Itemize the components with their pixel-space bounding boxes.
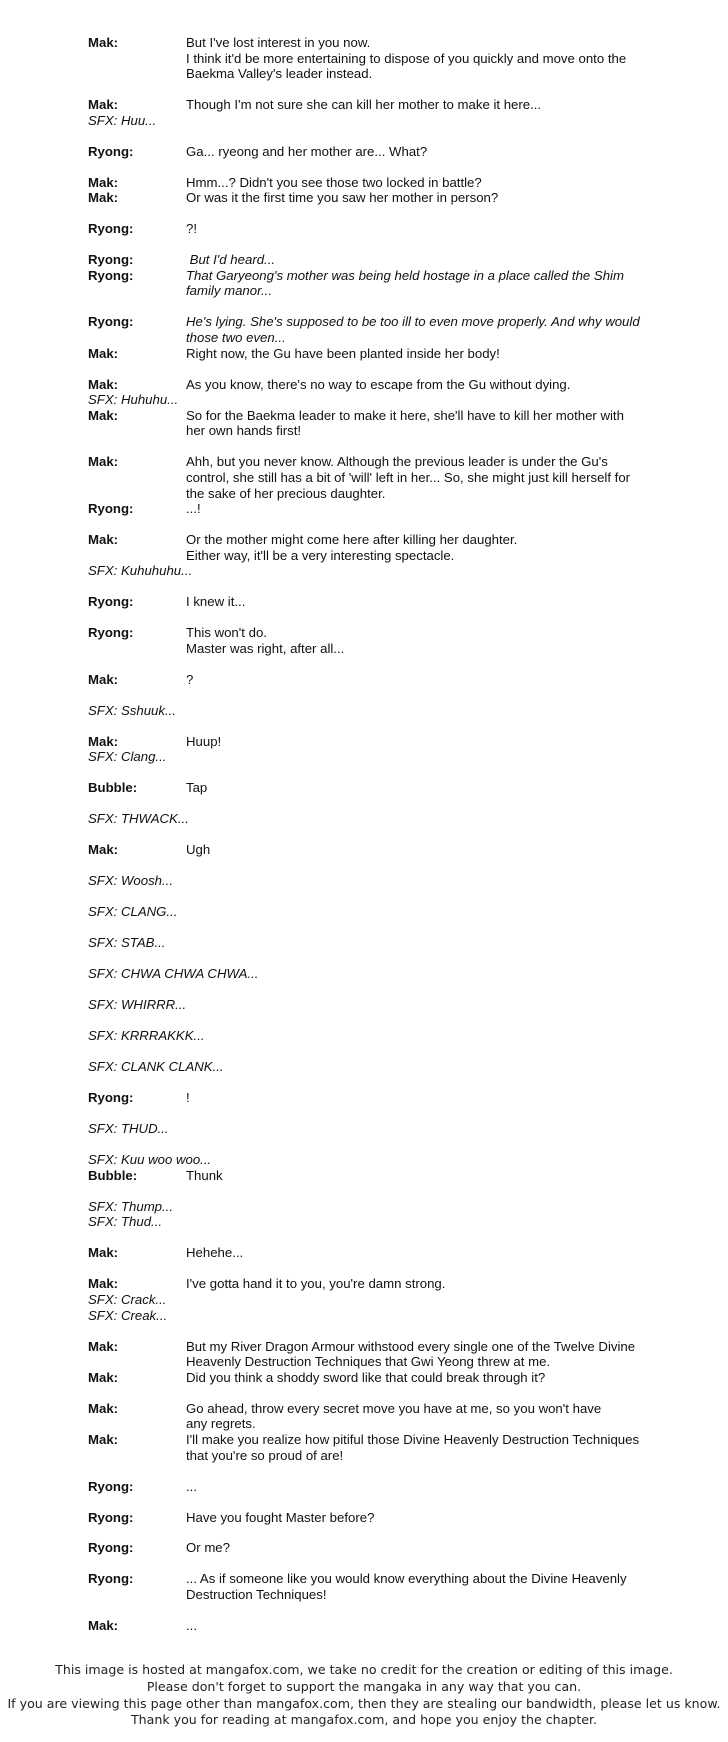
- line-gap: [88, 858, 688, 873]
- speaker-label: Ryong:: [88, 1509, 134, 1525]
- dialogue-line: [88, 1245, 688, 1261]
- line-gap: [88, 206, 688, 221]
- line-gap: [88, 299, 688, 314]
- dialogue-text: I knew it...: [186, 594, 246, 610]
- dialogue-line: [88, 1540, 688, 1556]
- sfx-text: SFX: Woosh...: [88, 873, 174, 889]
- dialogue-line: [88, 144, 688, 160]
- sfx-text: SFX: Huu...: [88, 112, 157, 128]
- line-gap: [88, 765, 688, 780]
- line-gap: [88, 1230, 688, 1245]
- sfx-text: SFX: Crack...: [88, 1292, 167, 1307]
- line-gap: [88, 1261, 688, 1276]
- dialogue-line: [88, 1432, 688, 1463]
- sfx-line: [88, 392, 688, 408]
- dialogue-line: [88, 190, 688, 206]
- dialogue-text: Ga... ryeong and her mother are... What?: [186, 143, 428, 159]
- dialogue-text: Though I'm not sure she can kill her mother to make it here...: [186, 97, 542, 113]
- sfx-text: SFX: Clang...: [88, 749, 167, 765]
- bandwidth-notice-line: If you are viewing this page other than mangafox.com, then they are stealing our bandwidth, please let us know.: [7, 1695, 721, 1711]
- line-gap: [88, 1183, 688, 1198]
- dialogue-text: Tap: [186, 780, 208, 796]
- sfx-text: SFX: CLANK CLANK...: [88, 1059, 224, 1075]
- line-gap: [88, 517, 688, 532]
- dialogue-line: [88, 1276, 688, 1292]
- line-gap: [88, 920, 688, 935]
- dialogue-line: [88, 346, 688, 362]
- line-gap: [88, 82, 688, 97]
- speaker-label: Mak:: [88, 1276, 119, 1292]
- dialogue-text: Or the mother might come here after killing her daughter. Either way, it'll be a very interesting spectacle.: [186, 532, 518, 563]
- dialogue-text: ?!: [186, 221, 197, 237]
- speaker-label: Mak:: [88, 454, 119, 470]
- dialogue-line: [88, 1571, 688, 1602]
- line-gap: [88, 688, 688, 703]
- dialogue-line: [88, 1339, 688, 1370]
- sfx-line: [88, 904, 688, 920]
- dialogue-line: [88, 842, 688, 858]
- sfx-text: SFX: Thud...: [88, 1214, 163, 1230]
- speaker-label: Mak:: [88, 842, 119, 858]
- dialogue-text: Thunk: [186, 1167, 223, 1183]
- line-gap: [88, 1556, 688, 1571]
- dialogue-line: [88, 780, 688, 796]
- dialogue-line: [88, 1370, 688, 1386]
- dialogue-line: [88, 532, 688, 563]
- speaker-label: Mak:: [88, 97, 119, 113]
- dialogue-line: [88, 625, 688, 656]
- line-gap: [88, 796, 688, 811]
- line-gap: [88, 579, 688, 594]
- dialogue-line: [88, 314, 688, 345]
- speaker-label: Ryong:: [88, 594, 134, 610]
- line-gap: [88, 1494, 688, 1509]
- dialogue-text: Did you think a shoddy sword like that could break through it?: [186, 1369, 546, 1385]
- line-gap: [88, 1044, 688, 1059]
- speaker-label: Ryong:: [88, 1478, 134, 1494]
- dialogue-text: ...: [186, 1478, 197, 1494]
- dialogue-line: [88, 672, 688, 688]
- dialogue-line: [88, 97, 688, 113]
- line-gap: [88, 361, 688, 376]
- sfx-line: [88, 1121, 688, 1137]
- sfx-line: [88, 966, 688, 982]
- sfx-line: [88, 1152, 688, 1168]
- sfx-line: [88, 703, 688, 719]
- speaker-label: Mak:: [88, 407, 119, 423]
- line-gap: [88, 827, 688, 842]
- line-gap: [88, 951, 688, 966]
- speaker-label: Mak:: [88, 1400, 119, 1416]
- line-gap: [88, 128, 688, 143]
- line-gap: [88, 610, 688, 625]
- sfx-line: [88, 935, 688, 951]
- dialogue-text: Go ahead, throw every secret move you have at me, so you won't have any regrets.: [186, 1400, 602, 1432]
- speaker-label: Mak:: [88, 1245, 119, 1261]
- sfx-text: SFX: CHWA CHWA CHWA...: [88, 966, 259, 982]
- dialogue-line: [88, 1168, 688, 1184]
- sfx-line: [88, 1028, 688, 1044]
- sfx-text: SFX: Kuhuhuhu...: [88, 563, 193, 579]
- sfx-line: [88, 563, 688, 579]
- sfx-text: SFX: THWACK...: [88, 811, 189, 827]
- dialogue-text: I've gotta hand it to you, you're damn strong.: [186, 1276, 446, 1292]
- speaker-label: Bubble:: [88, 780, 138, 796]
- speaker-label: Bubble:: [88, 1167, 138, 1183]
- dialogue-line: [88, 268, 688, 299]
- sfx-text: SFX: THUD...: [88, 1121, 169, 1137]
- sfx-line: [88, 1059, 688, 1075]
- line-gap: [88, 1075, 688, 1090]
- sfx-line: [88, 113, 688, 129]
- dialogue-text: As you know, there's no way to escape from the Gu without dying.: [186, 376, 571, 392]
- line-gap: [88, 439, 688, 454]
- line-gap: [88, 1463, 688, 1478]
- dialogue-line: [88, 734, 688, 750]
- speaker-label: Ryong:: [88, 314, 134, 330]
- dialogue-text: He's lying. She's supposed to be too ill to even move properly. And why would those two even...: [186, 314, 640, 346]
- speaker-label: Mak:: [88, 1618, 119, 1634]
- dialogue-line: [88, 1618, 688, 1634]
- sfx-text: SFX: STAB...: [88, 935, 166, 951]
- dialogue-line: [88, 221, 688, 237]
- sfx-line: [88, 1199, 688, 1215]
- dialogue-text: ?: [186, 671, 194, 687]
- speaker-label: Mak:: [88, 671, 119, 687]
- sfx-text: SFX: Sshuuk...: [88, 702, 176, 718]
- sfx-text: SFX: Kuu woo woo...: [88, 1152, 212, 1168]
- dialogue-text: This won't do. Master was right, after all...: [186, 625, 345, 656]
- speaker-label: Ryong:: [88, 625, 134, 641]
- speaker-label: Mak:: [88, 190, 119, 206]
- dialogue-line: [88, 1090, 688, 1106]
- line-gap: [88, 159, 688, 174]
- line-gap: [88, 657, 688, 672]
- dialogue-line: [88, 1401, 688, 1432]
- dialogue-text: Or was it the first time you saw her mother in person?: [186, 190, 499, 206]
- speaker-label: Ryong:: [88, 267, 134, 283]
- sfx-line: [88, 749, 688, 765]
- speaker-label: Mak:: [88, 1369, 119, 1385]
- hosting-notice: [0, 1662, 728, 1729]
- speaker-label: Mak:: [88, 733, 119, 749]
- dialogue-line: [88, 454, 688, 501]
- speaker-label: Ryong:: [88, 252, 134, 268]
- hosting-notice-line: This image is hosted at mangafox.com, we take no credit for the creation or editing of this image.: [55, 1662, 673, 1677]
- sfx-line: [88, 1292, 688, 1308]
- sfx-text: SFX: KRRRAKKK...: [88, 1028, 205, 1044]
- line-gap: [88, 982, 688, 997]
- line-gap: [88, 889, 688, 904]
- speaker-label: Mak:: [88, 1431, 119, 1447]
- sfx-text: SFX: Thump...: [88, 1198, 174, 1214]
- dialogue-text: !: [186, 1090, 190, 1106]
- dialogue-line: [88, 377, 688, 393]
- sfx-text: SFX: CLANG...: [88, 904, 178, 920]
- speaker-label: Mak:: [88, 35, 119, 50]
- sfx-line: [88, 811, 688, 827]
- line-gap: [88, 1013, 688, 1028]
- dialogue-line: [88, 35, 688, 82]
- dialogue-text: Have you fought Master before?: [186, 1509, 375, 1525]
- dialogue-text: Huup!: [186, 733, 222, 749]
- line-gap: [88, 1525, 688, 1540]
- dialogue-text: Ugh: [186, 842, 211, 858]
- speaker-label: Ryong:: [88, 143, 134, 159]
- line-gap: [88, 718, 688, 733]
- line-gap: [88, 1137, 688, 1152]
- dialogue-text: ...!: [186, 501, 201, 517]
- line-gap: [88, 1603, 688, 1618]
- sfx-text: SFX: Creak...: [88, 1307, 168, 1323]
- dialogue-text: But I'd heard...: [186, 252, 276, 268]
- line-gap: [88, 1323, 688, 1338]
- sfx-text: SFX: WHIRRR...: [88, 997, 187, 1013]
- dialogue-text: Ahh, but you never know. Although the previous leader is under the Gu's control, she still has a bit of 'will' left in her... So, she might just kill herself for the sake of her precious daughter.: [186, 454, 631, 501]
- dialogue-line: [88, 1479, 688, 1495]
- dialogue-line: [88, 252, 688, 268]
- speaker-label: Mak:: [88, 174, 119, 190]
- sfx-line: [88, 873, 688, 889]
- dialogue-text: So for the Baekma leader to make it here, she'll have to kill her mother with her own hands first!: [186, 407, 624, 439]
- dialogue-text: ... As if someone like you would know everything about the Divine Heavenly Destruction Techniques!: [186, 1571, 627, 1603]
- speaker-label: Mak:: [88, 532, 119, 548]
- dialogue-line: [88, 594, 688, 610]
- speaker-label: Ryong:: [88, 1090, 134, 1106]
- line-gap: [88, 237, 688, 252]
- dialogue-line: [88, 408, 688, 439]
- sfx-text: SFX: Huhuhu...: [88, 392, 179, 408]
- support-notice-line: Please don't forget to support the mangaka in any way that you can.: [146, 1678, 582, 1694]
- speaker-label: Ryong:: [88, 1571, 134, 1587]
- line-gap: [88, 1385, 688, 1400]
- speaker-label: Mak:: [88, 345, 119, 361]
- dialogue-text: Hehehe...: [186, 1245, 244, 1261]
- speaker-label: Ryong:: [88, 221, 134, 237]
- dialogue-text: But my River Dragon Armour withstood every single one of the Twelve Divine Heavenly Destruction Techniques that Gwi Yeong threw at me.: [186, 1338, 636, 1370]
- sfx-line: [88, 997, 688, 1013]
- dialogue-text: ...: [186, 1618, 197, 1634]
- dialogue-text: Hmm...? Didn't you see those two locked in battle?: [186, 174, 482, 190]
- dialogue-line: [88, 175, 688, 191]
- speaker-label: Mak:: [88, 1338, 119, 1354]
- speaker-label: Mak:: [88, 376, 119, 392]
- line-gap: [88, 1106, 688, 1121]
- script-transcript: [88, 35, 688, 1634]
- speaker-label: Ryong:: [88, 1540, 134, 1556]
- dialogue-text: That Garyeong's mother was being held hostage in a place called the Shim family manor...: [186, 267, 624, 299]
- thanks-notice-line: Thank you for reading at mangafox.com, and hope you enjoy the chapter.: [130, 1712, 598, 1728]
- dialogue-text: Or me?: [186, 1540, 230, 1556]
- dialogue-text: I'll make you realize how pitiful those Divine Heavenly Destruction Techniques that you're so proud of are!: [186, 1431, 640, 1463]
- sfx-line: [88, 1214, 688, 1230]
- dialogue-text: But I've lost interest in you now. I think it'd be more entertaining to dispose of you quickly and move onto the Baekma Valley's leader instead.: [186, 35, 627, 82]
- dialogue-text: Right now, the Gu have been planted inside her body!: [186, 345, 500, 361]
- dialogue-line: [88, 1510, 688, 1526]
- dialogue-line: [88, 501, 688, 517]
- speaker-label: Ryong:: [88, 501, 134, 517]
- sfx-line: [88, 1308, 688, 1324]
